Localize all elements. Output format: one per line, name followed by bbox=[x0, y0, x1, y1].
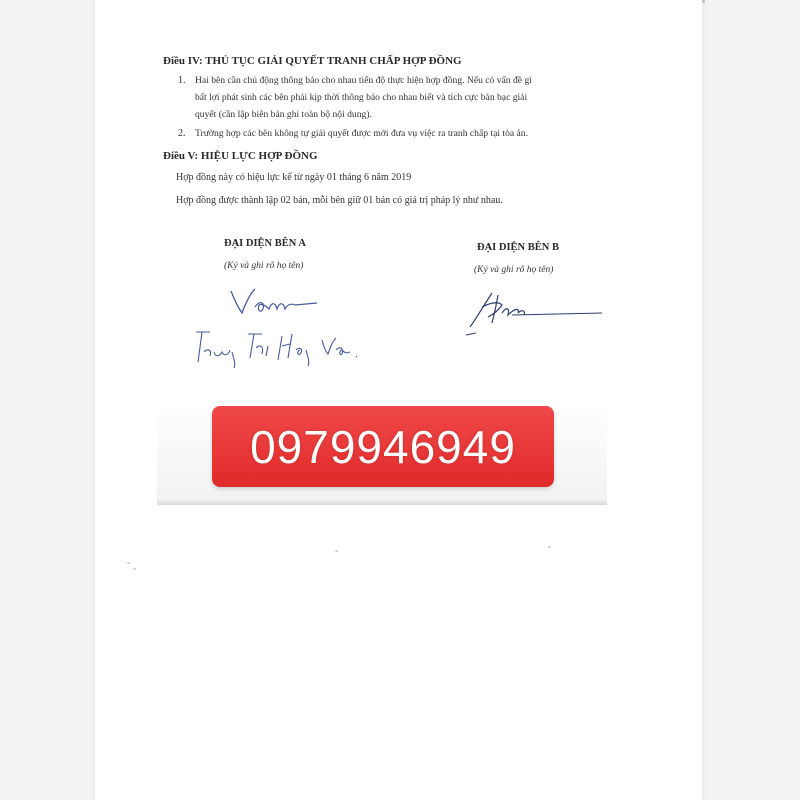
article-5-line-1: Hợp đồng này có hiệu lực kể từ ngày 01 tháng 6 năm 2019 bbox=[176, 172, 412, 183]
article-4-item-2-line-1: Trường hợp các bên không tự giải quyết được mới đưa vụ việc ra tranh chấp tại tòa án. bbox=[195, 128, 528, 139]
article-4-item-1-line-1: Hai bên cần chủ động thông báo cho nhau tiến độ thực hiện hợp đồng. Nếu có vấn đề gì bbox=[195, 75, 532, 86]
party-a-title: ĐẠI DIỆN BÊN A bbox=[224, 238, 306, 249]
scan-speck bbox=[133, 568, 136, 570]
party-a-signature bbox=[225, 283, 325, 323]
scan-speck bbox=[548, 546, 551, 548]
article-4-heading: Điều IV: THỦ TỤC GIẢI QUYẾT TRANH CHẤP HỢP ĐỒNG bbox=[163, 55, 462, 67]
phone-number-banner bbox=[212, 406, 554, 487]
article-4-item-2-number: 2. bbox=[178, 128, 186, 139]
party-b-note: (Ký và ghi rõ họ tên) bbox=[474, 265, 554, 275]
scan-speck bbox=[127, 562, 130, 564]
article-4-item-1-number: 1. bbox=[178, 75, 186, 86]
article-4-item-1-line-2: bất lợi phát sinh các bên phải kịp thời thông báo cho nhau biết và tích cực bàn bạc giải bbox=[195, 92, 528, 103]
party-a-note: (Ký và ghi rõ họ tên) bbox=[224, 261, 304, 271]
contract-page bbox=[95, 0, 702, 800]
party-a-handwritten-name bbox=[190, 322, 365, 372]
article-5-heading: Điều V: HIỆU LỰC HỢP ĐỒNG bbox=[163, 150, 318, 162]
party-b-signature bbox=[462, 285, 612, 345]
phone-number: 0979946949 bbox=[250, 420, 516, 473]
article-5-line-2: Hợp đồng được thành lập 02 bản, mỗi bên giữ 01 bản có giá trị pháp lý như nhau. bbox=[176, 195, 503, 206]
scan-speck bbox=[335, 550, 338, 552]
party-b-title: ĐẠI DIỆN BÊN B bbox=[477, 242, 559, 253]
article-4-item-1-line-3: quyết (cần lập biên bản ghi toàn bộ nội dung). bbox=[195, 109, 372, 120]
